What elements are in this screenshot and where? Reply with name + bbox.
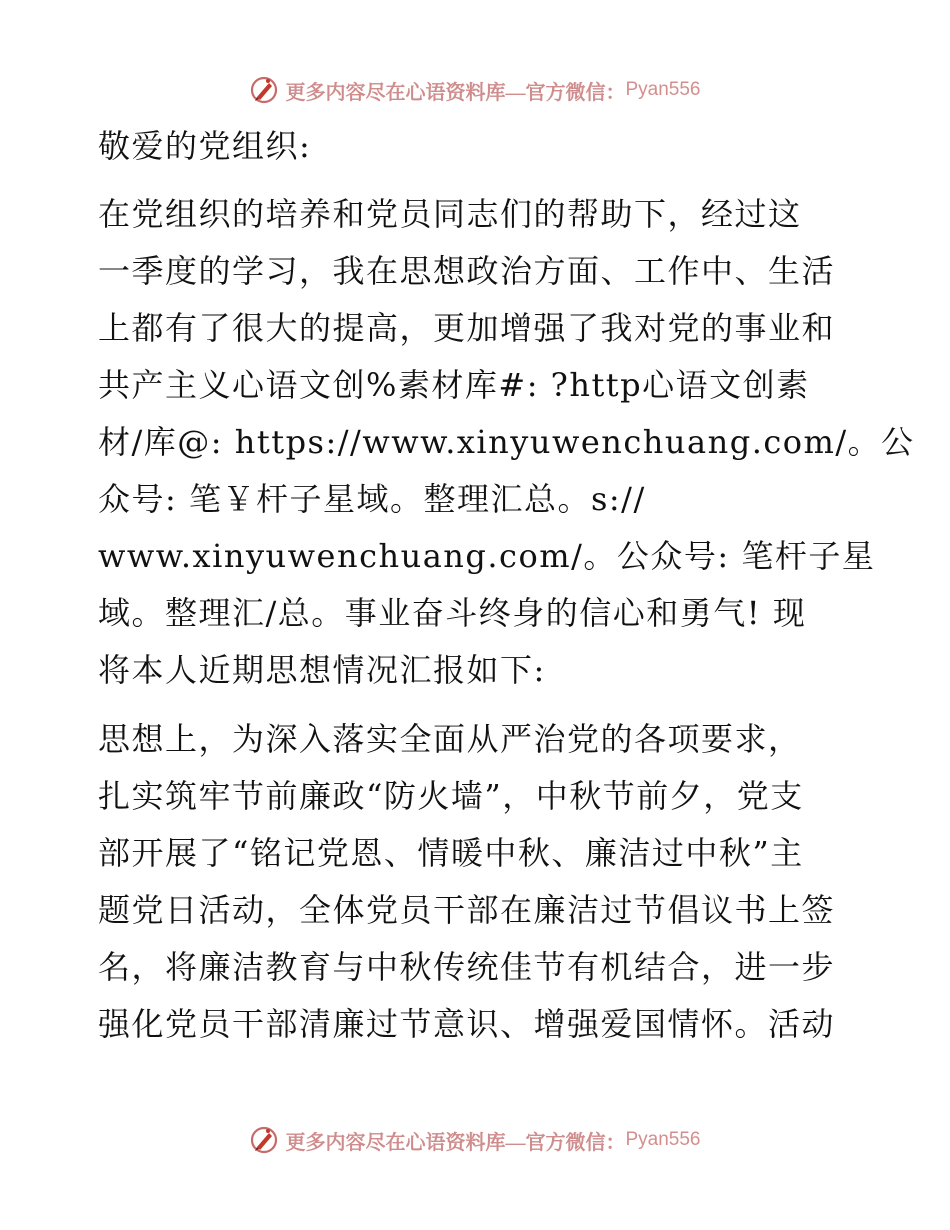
- watermark-text: 更多内容尽在心语资料库—官方微信：: [285, 1131, 626, 1154]
- footer-watermark-banner: [0, 1122, 950, 1158]
- paragraph-line: 共产主义心语文创%素材库#: ?http心语文创素: [98, 366, 810, 404]
- paragraph-line: 扎实筑牢节前廉政“防火墙”，中秋节前夕，党支: [98, 777, 804, 815]
- paragraph-line: 题党日活动，全体党员干部在廉洁过节倡议书上签: [98, 891, 836, 929]
- paragraph-line: www.xinyuwenchuang.com/。公众号: 笔杆子星: [98, 537, 876, 575]
- paragraph-2: [98, 711, 858, 1053]
- watermark-text: 更多内容尽在心语资料库—官方微信：: [285, 81, 626, 104]
- paragraph-line: 在党组织的培养和党员同志们的帮助下，经过这: [98, 195, 802, 233]
- wechat-id: Pyan556: [625, 1129, 701, 1150]
- paragraph-line: 思想上，为深入落实全面从严治党的各项要求，: [98, 720, 802, 758]
- pen-logo-icon: [249, 1125, 279, 1155]
- paragraph-line: 域。整理汇/总。事业奋斗终身的信心和勇气! 现: [98, 594, 807, 632]
- paragraph-line: 一季度的学习，我在思想政治方面、工作中、生活: [98, 252, 836, 290]
- paragraph-line: 上都有了很大的提高，更加增强了我对党的事业和: [98, 309, 836, 347]
- document-body: [98, 118, 915, 1053]
- paragraph-line: 众号: 笔￥杆子星域。整理汇总。s://: [98, 480, 646, 518]
- paragraph-line: 将本人近期思想情况汇报如下:: [98, 651, 546, 689]
- paragraph-line: 强化党员干部清廉过节意识、增强爱国情怀。活动: [98, 1005, 836, 1043]
- paragraph-line: 材/库@: https://www.xinyuwenchuang.com/。公: [98, 423, 915, 461]
- pen-logo-icon: [249, 75, 279, 105]
- paragraph-line: 部开展了“铭记党恩、情暖中秋、廉洁过中秋”主: [98, 834, 804, 872]
- paragraph-line: 名，将廉洁教育与中秋传统佳节有机结合，进一步: [98, 948, 836, 986]
- header-watermark-banner: [0, 72, 950, 108]
- paragraph-1: [98, 186, 915, 699]
- wechat-id: Pyan556: [625, 79, 701, 100]
- salutation: 敬爱的党组织:: [98, 127, 312, 165]
